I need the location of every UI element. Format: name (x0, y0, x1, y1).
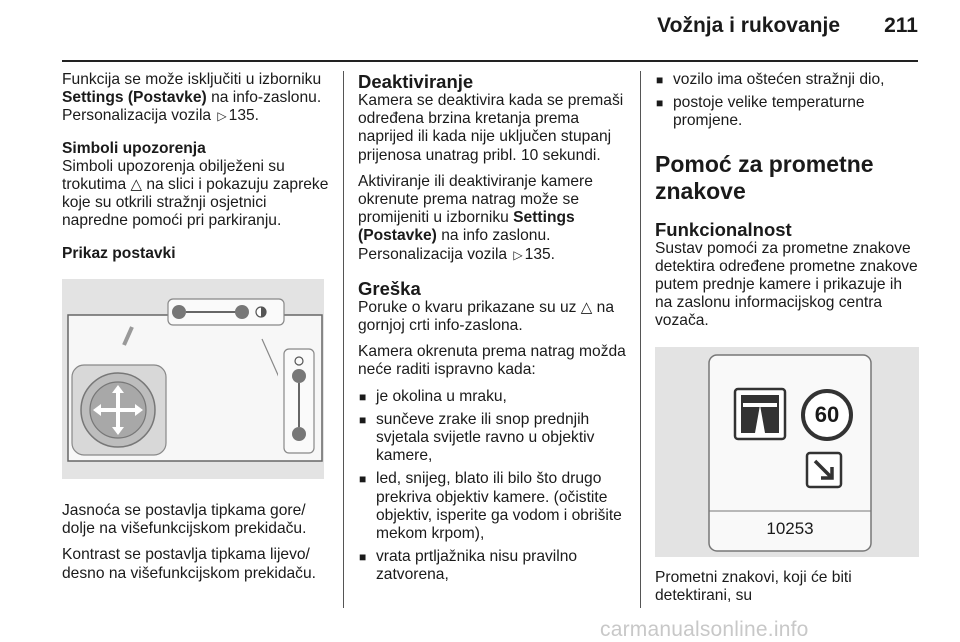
list-item: ■ led, snijeg, blato ili bilo što drugo prekriva objektiv kamere. (očistite objektiv, isperite ga vodom i obrišite mekom krpom), (358, 470, 628, 543)
motorway-sign-icon (735, 389, 785, 439)
arrow-right-icon: ▷ (217, 109, 227, 124)
heading-deaktiviranje: Deaktiviranje (358, 71, 474, 92)
warning-triangle-icon: △ (580, 298, 593, 316)
settings-menu-label-2: Settings (Postavke) (358, 209, 575, 245)
list-item: ■ sunčeve zrake ili snop prednjih svjetala svijetle ravno u objektiv kamere, (358, 411, 628, 466)
header-rule (62, 60, 918, 62)
arrow-right-icon: ▷ (513, 247, 523, 262)
heading-funkcionalnost: Funkcionalnost (655, 218, 792, 240)
col1-paragraph-4: Kontrast se postavlja tipkama lijevo/ desno na višefunkcijskom prekidaču. (62, 546, 316, 582)
settings-menu-label: Settings (Postavke) (62, 89, 207, 107)
col2-paragraph-3: Poruke o kvaru prikazane su uz △ na gornjoj crti info-zaslona. (358, 298, 615, 335)
list-item: ■ vrata prtljažnika nisu pravilno zatvorena, (358, 548, 628, 584)
col1-paragraph-1: Funkcija se može isključiti u izborniku Settings (Postavke) na info-zaslonu. Personalizacija vozila ▷ 135. (62, 71, 322, 125)
list-item: ■ je okolina u mraku, (358, 388, 628, 406)
col1-paragraph-3: Jasnoća se postavlja tipkama gore/ dolje na višefunkcijskom prekidaču. (62, 502, 307, 538)
column-3 (655, 71, 923, 613)
settings-display-figure (62, 279, 330, 484)
heading-pomoc: Pomoć za prometne znakove (655, 150, 874, 204)
page-number: 211 (884, 14, 918, 37)
col2-paragraph-2: Aktiviranje ili deaktiviranje kamere okrenute prema natrag može se promijeniti u izborniku Settings (Postavke) na info zaslonu. Personalizacija vozila ▷ 135. (358, 172, 593, 263)
column-2 (358, 71, 628, 593)
warning-triangle-icon: △ (130, 176, 143, 194)
col2-bullet-list (358, 388, 628, 585)
col3-paragraph-1: Sustav pomoći za prometne znakove detektira određene prometne znakove putem prednje kamere i prikazuje ih na zaslonu informacijskog centra vozača. (655, 239, 918, 330)
col1-paragraph-2: Simboli upozorenja obilježeni su trokutima △ na slici i pokazuju zapreke koje su otkrili stražnji osjetnici napredne pomoći pri parkiranju. (62, 157, 329, 230)
heading-greska: Greška (358, 277, 421, 299)
column-divider-1 (343, 71, 344, 608)
heading-prikaz: Prikaz postavki (62, 244, 176, 262)
diagonal-arrow-sign-icon (807, 453, 841, 487)
list-item: ■ vozilo ima oštećen stražnji dio, (655, 71, 923, 89)
col3-bullet-list (655, 71, 923, 131)
col3-paragraph-2: Prometni znakovi, koji će biti detektirani, su (655, 568, 852, 604)
col2-paragraph-1: Kamera se deaktivira kada se premaši određena brzina kretanja prema naprijed ili kada nije uključen stupanj prijenosa unatrag pribl. 10 sekundi. (358, 92, 624, 164)
column-1 (62, 71, 330, 591)
watermark: carmanualsonline.info (600, 618, 809, 641)
col2-paragraph-4: Kamera okrenuta prema natrag možda neće raditi ispravno kada: (358, 343, 626, 379)
column-divider-2 (640, 71, 641, 608)
traffic-sign-display-figure (655, 347, 919, 557)
page-header-title: Vožnja i rukovanje (657, 14, 840, 37)
list-item: ■ postoje velike temperaturne promjene. (655, 94, 923, 130)
heading-simboli: Simboli upozorenja (62, 139, 206, 157)
odometer-value: 10253 (766, 518, 814, 538)
speed-limit-value: 60 (814, 401, 840, 427)
